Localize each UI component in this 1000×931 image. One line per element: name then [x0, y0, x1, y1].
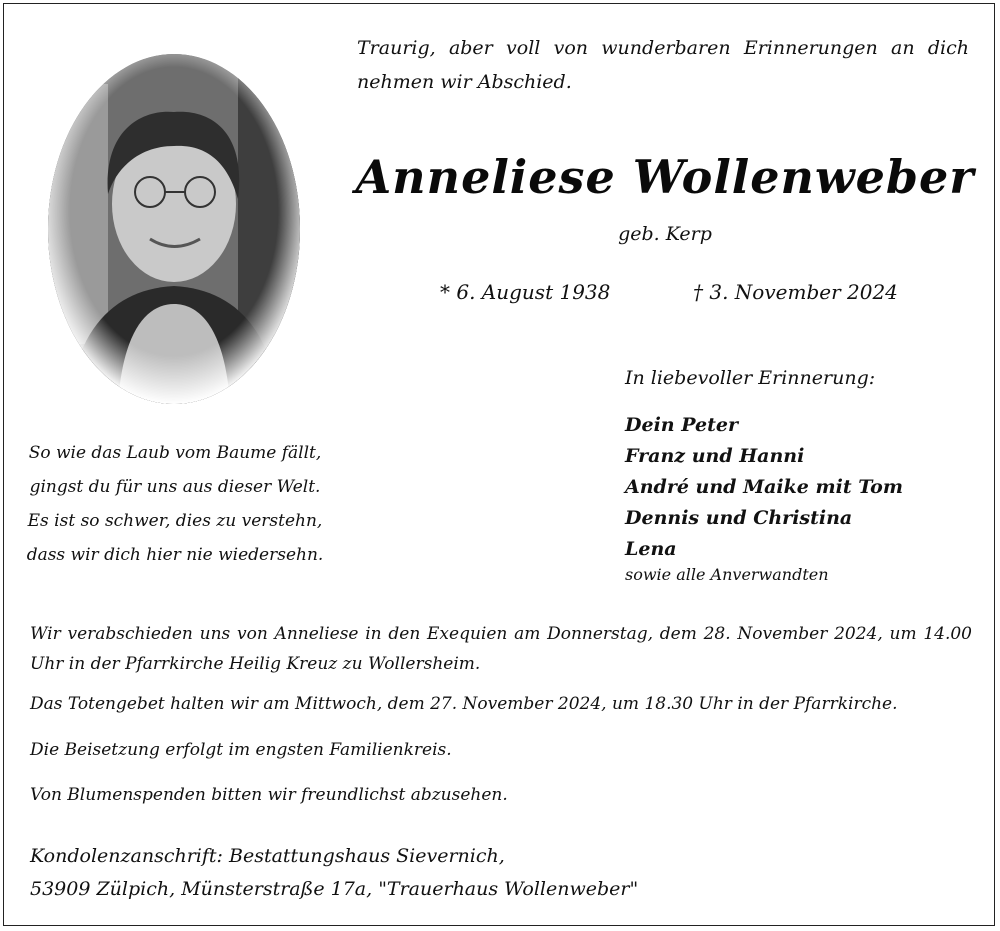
condolence-address [30, 840, 638, 906]
deceased-name: Anneliese Wollenweber [355, 150, 975, 204]
memory-heading: In liebevoller Erinnerung: [625, 367, 876, 389]
family-member: Lena [625, 538, 677, 560]
death-date: † 3. November 2024 [693, 280, 898, 304]
family-member: Dennis und Christina [625, 507, 853, 529]
poem-line: dass wir dich hier nie wiedersehn. [26, 545, 324, 565]
poem [10, 436, 340, 572]
poem-line: gingst du für uns aus dieser Welt. [29, 477, 321, 497]
poem-line: Es ist so schwer, dies zu verstehn, [27, 511, 323, 531]
poem-line: So wie das Laub vom Baume fällt, [28, 443, 322, 463]
family-list [625, 410, 903, 565]
family-member: Franz und Hanni [625, 445, 805, 467]
relatives-note: sowie alle Anverwandten [625, 565, 829, 584]
maiden-name: geb. Kerp [618, 223, 712, 245]
birth-date: * 6. August 1938 [440, 280, 611, 304]
prayer-text: Das Totengebet halten wir am Mittwoch, dem 27. November 2024, um 18.30 Uhr in der Pfarrkirche. [30, 694, 898, 714]
family-member: Dein Peter [625, 414, 738, 436]
funeral-service-text: Wir verabschieden uns von Anneliese in den Exequien am Donnerstag, dem 28. November 2024, um 14.00 Uhr in der Pfarrkirche Heilig Kreuz zu Wollersheim. [30, 624, 972, 674]
flowers-text: Von Blumenspenden bitten wir freundlichst abzusehen. [30, 785, 508, 805]
burial-text: Die Beisetzung erfolgt im engsten Familienkreis. [30, 740, 452, 760]
address-line: Kondolenzanschrift: Bestattungshaus Sievernich, [30, 845, 505, 867]
portrait-photo [48, 54, 300, 404]
portrait-illustration [48, 54, 300, 404]
family-member: André und Maike mit Tom [625, 476, 903, 498]
address-line: 53909 Zülpich, Münsterstraße 17a, "Trauerhaus Wollenweber" [30, 878, 639, 900]
intro-text: Traurig, aber voll von wunderbaren Erinnerungen an dich nehmen wir Abschied. [357, 37, 969, 93]
